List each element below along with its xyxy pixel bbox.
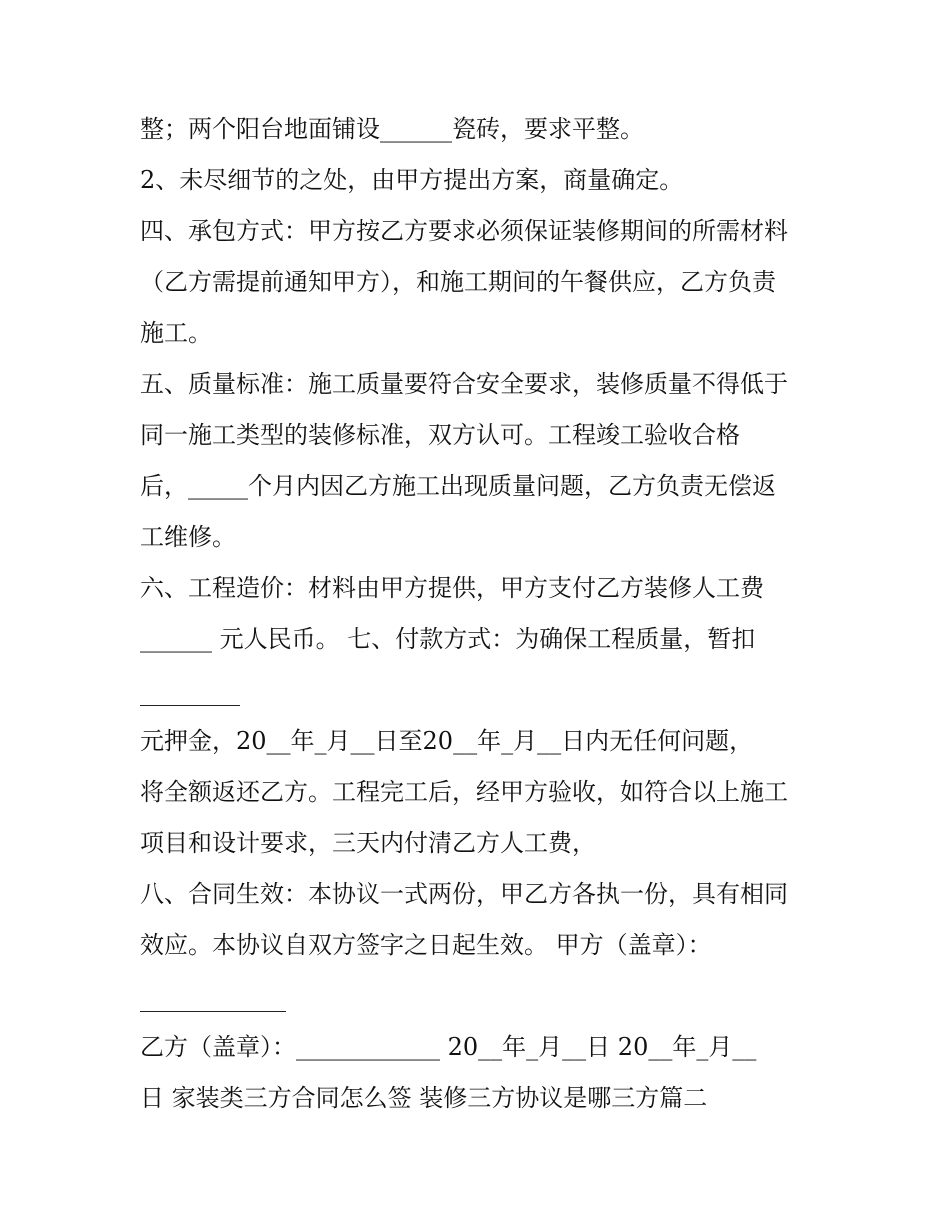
text-line: 项目和设计要求，三天内付清乙方人工费， [140, 829, 596, 857]
text-line: 整；两个阳台地面铺设______瓷砖，要求平整。 [140, 115, 644, 143]
text-line: 五、质量标准：施工质量要符合安全要求，装修质量不得低于 [140, 370, 788, 398]
text-line: 工维修。 [140, 523, 236, 551]
fill-in-underline [140, 705, 240, 707]
signature-underline [140, 1011, 286, 1013]
text-line: 效应。本协议自双方签字之日起生效。 甲方（盖章）： [140, 931, 712, 959]
text-line: 六、工程造价：材料由甲方提供，甲方支付乙方装修人工费 [140, 574, 764, 602]
text-line: 乙方（盖章）：____________ 20__年_月__日 20__年_月__ [140, 1033, 757, 1061]
party-a-signature-blank [140, 971, 820, 1022]
text-line: 后，_____个月内因乙方施工出现质量问题，乙方负责无偿返 [140, 472, 776, 500]
text-line: 八、合同生效：本协议一式两份，甲乙方各执一份，具有相同 [140, 880, 788, 908]
contract-text-body [140, 104, 820, 1124]
text-line: 同一施工类型的装修标准，双方认可。工程竣工验收合格 [140, 421, 740, 449]
text-line: （乙方需提前通知甲方），和施工期间的午餐供应，乙方负责 [140, 268, 776, 296]
text-line: 施工。 [140, 319, 212, 347]
text-line: ______ 元人民币。 七、付款方式：为确保工程质量，暂扣 [140, 625, 756, 653]
text-line: 元押金，20__年_月__日至20__年_月__日内无任何问题， [140, 727, 754, 755]
text-line: 2、未尽细节的之处，由甲方提出方案，商量确定。 [140, 166, 684, 194]
text-line: 四、承包方式：甲方按乙方要求必须保证装修期间的所需材料 [140, 217, 788, 245]
deposit-amount-blank [140, 665, 820, 716]
text-line: 日 家装类三方合同怎么签 装修三方协议是哪三方篇二 [140, 1084, 708, 1112]
text-line: 将全额返还乙方。工程完工后，经甲方验收，如符合以上施工 [140, 778, 788, 806]
